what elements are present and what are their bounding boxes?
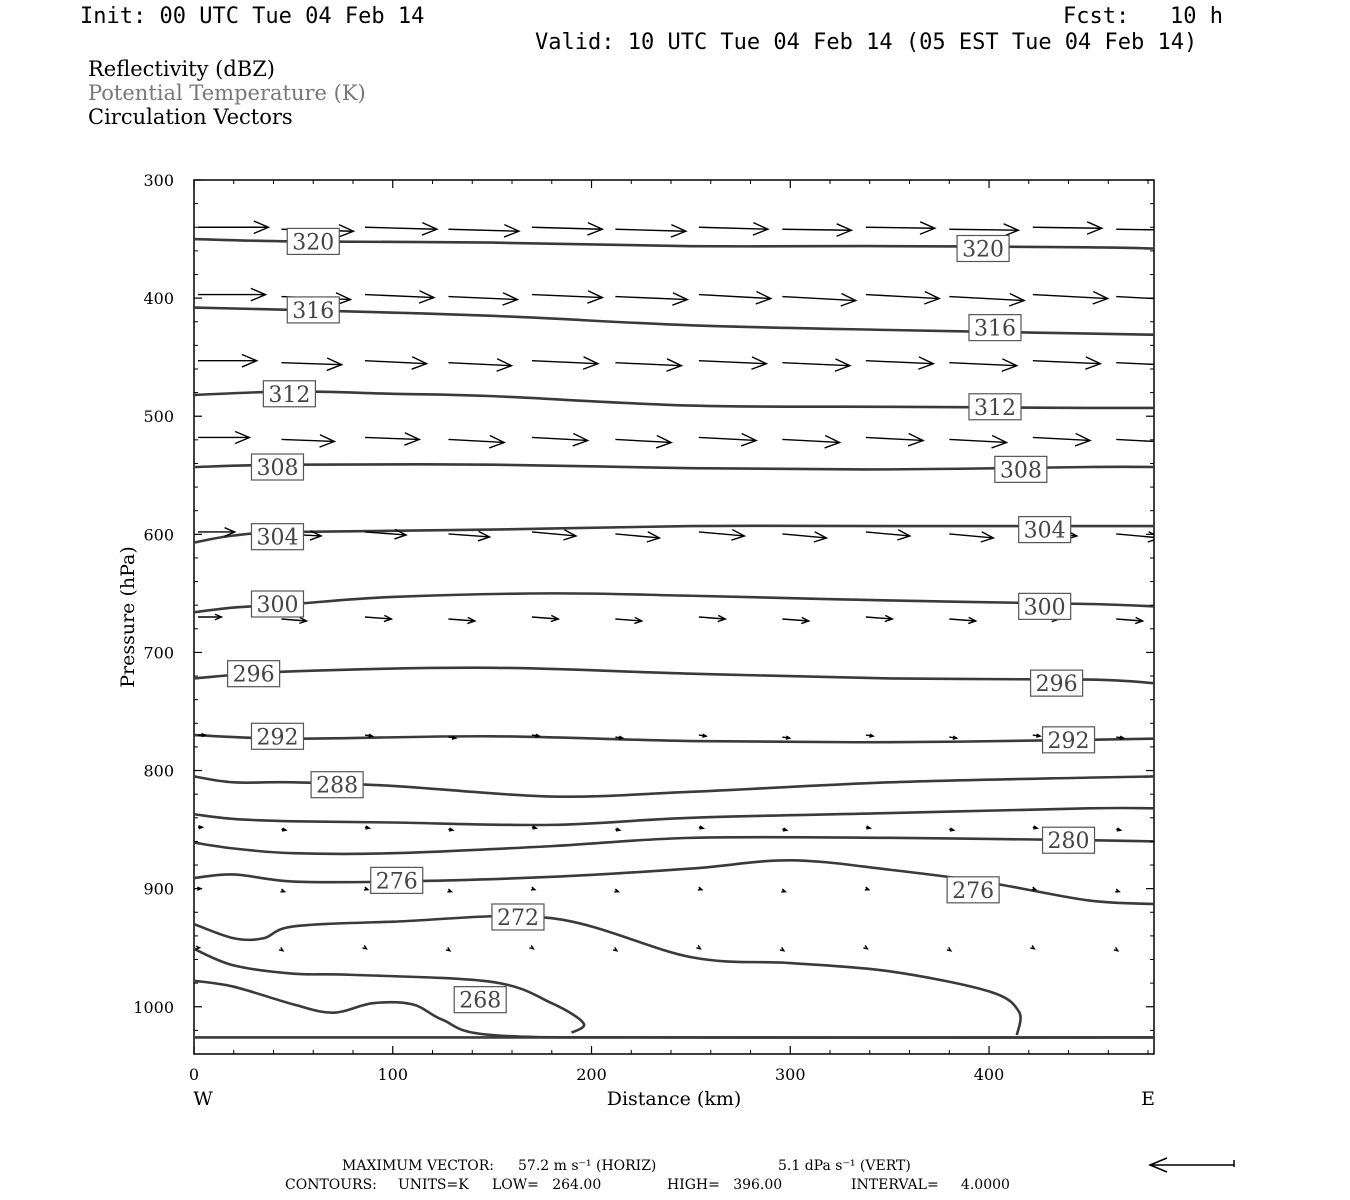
circulation-vector bbox=[699, 615, 725, 621]
circulation-vector bbox=[615, 359, 681, 371]
circulation-vector bbox=[448, 359, 511, 371]
x-tick-label: 0 bbox=[188, 1065, 200, 1084]
circulation-vector bbox=[448, 531, 489, 541]
svg-text:300: 300 bbox=[256, 593, 299, 619]
circulation-vector bbox=[1114, 947, 1118, 950]
circulation-vector bbox=[780, 947, 784, 950]
contour-label-268 bbox=[454, 987, 506, 1014]
isentrope bbox=[194, 981, 1154, 1038]
contour-label-312 bbox=[263, 381, 315, 408]
circulation-vector bbox=[198, 354, 257, 366]
svg-text:320: 320 bbox=[962, 237, 1005, 263]
circulation-vector bbox=[949, 532, 993, 542]
svg-text:268: 268 bbox=[459, 988, 502, 1014]
circulation-vector bbox=[615, 293, 687, 305]
circulation-vector bbox=[198, 431, 249, 443]
svg-text:308: 308 bbox=[256, 456, 299, 482]
forecast-label: Fcst: bbox=[1063, 4, 1130, 29]
contours-low: LOW= 264.00 bbox=[492, 1177, 602, 1193]
west-label: W bbox=[193, 1088, 213, 1110]
svg-text:272: 272 bbox=[496, 905, 539, 931]
circulation-vector bbox=[782, 359, 850, 371]
x-tick-label: 300 bbox=[774, 1065, 806, 1084]
circulation-vector bbox=[532, 530, 576, 540]
circulation-vector bbox=[866, 615, 892, 621]
circulation-vector bbox=[866, 734, 873, 737]
circulation-vector bbox=[448, 617, 474, 623]
circulation-vector bbox=[448, 293, 517, 305]
contour-label-300 bbox=[251, 591, 303, 618]
circulation-vector bbox=[699, 357, 767, 369]
circulation-vector bbox=[782, 736, 789, 739]
max-vector-horiz: 57.2 m s⁻¹ (HORIZ) bbox=[518, 1158, 657, 1174]
contour-label-304 bbox=[1019, 517, 1071, 544]
circulation-vector bbox=[1032, 887, 1036, 890]
circulation-vector bbox=[866, 433, 923, 445]
circulation-vector bbox=[281, 828, 285, 831]
circulation-vector bbox=[365, 826, 369, 829]
circulation-vector bbox=[1116, 828, 1120, 831]
circulation-vector bbox=[947, 947, 951, 950]
circulation-vector bbox=[365, 433, 419, 445]
circulation-vector bbox=[198, 614, 221, 619]
init-time: Init: 00 UTC Tue 04 Feb 14 bbox=[80, 4, 425, 29]
circulation-vector bbox=[866, 826, 870, 829]
circulation-vector bbox=[699, 433, 756, 445]
svg-text:304: 304 bbox=[1023, 518, 1066, 544]
circulation-vector bbox=[615, 225, 685, 237]
contours-label: CONTOURS: bbox=[285, 1177, 377, 1193]
contour-label-300 bbox=[1019, 593, 1071, 620]
svg-text:276: 276 bbox=[375, 869, 418, 895]
circulation-vector bbox=[1115, 889, 1119, 892]
circulation-vector bbox=[448, 225, 518, 237]
circulation-vector bbox=[1033, 357, 1101, 369]
x-tick-label: 100 bbox=[377, 1065, 409, 1084]
isentrope bbox=[194, 808, 1154, 825]
circulation-vector bbox=[782, 617, 808, 623]
isentrope-300 bbox=[194, 593, 1154, 612]
y-tick-label: 500 bbox=[143, 407, 174, 427]
contours-interval: INTERVAL= 4.0000 bbox=[851, 1177, 1010, 1193]
svg-text:320: 320 bbox=[292, 230, 335, 256]
circulation-vector bbox=[782, 435, 839, 447]
contour-label-308 bbox=[251, 454, 303, 481]
circulation-vector bbox=[532, 826, 536, 829]
circulation-vector bbox=[949, 224, 1018, 236]
legend-potential-temperature: Potential Temperature (K) bbox=[88, 81, 366, 105]
circulation-vector bbox=[781, 889, 785, 892]
isentrope-292 bbox=[194, 735, 1154, 742]
contour-label-296 bbox=[1031, 670, 1083, 697]
circulation-vector bbox=[529, 945, 533, 948]
circulation-vector bbox=[532, 433, 588, 445]
max-vector-label: MAXIMUM VECTOR: bbox=[342, 1158, 494, 1174]
circulation-vector bbox=[448, 435, 504, 447]
circulation-vector bbox=[782, 224, 851, 236]
circulation-vector bbox=[279, 947, 283, 950]
legend-circulation-vectors: Circulation Vectors bbox=[88, 105, 293, 129]
svg-text:292: 292 bbox=[256, 725, 299, 751]
contours-high: HIGH= 396.00 bbox=[667, 1177, 783, 1193]
circulation-vector bbox=[866, 530, 910, 540]
y-tick-label: 400 bbox=[143, 289, 174, 309]
svg-text:296: 296 bbox=[232, 662, 275, 688]
circulation-vector bbox=[198, 528, 235, 537]
isentrope-304 bbox=[194, 526, 1154, 543]
circulation-vector bbox=[614, 889, 618, 892]
circulation-vector bbox=[281, 618, 306, 624]
circulation-vector bbox=[1030, 945, 1034, 948]
circulation-vector bbox=[196, 946, 200, 949]
circulation-vector bbox=[532, 615, 558, 621]
contour-label-296 bbox=[228, 661, 280, 688]
circulation-vector bbox=[447, 889, 451, 892]
contours-units: UNITS=K bbox=[398, 1177, 469, 1193]
contour-label-312 bbox=[969, 394, 1021, 421]
circulation-vector bbox=[532, 291, 602, 303]
svg-text:288: 288 bbox=[316, 773, 359, 799]
circulation-vector bbox=[615, 828, 619, 831]
x-tick-label: 400 bbox=[973, 1065, 1005, 1084]
svg-text:300: 300 bbox=[1023, 595, 1066, 621]
circulation-vector bbox=[532, 357, 598, 369]
circulation-vector bbox=[782, 828, 786, 831]
circulation-vector bbox=[363, 945, 367, 948]
contour-label-292 bbox=[251, 723, 303, 750]
circulation-vector bbox=[863, 945, 867, 948]
circulation-vector bbox=[949, 828, 953, 831]
isentrope-276 bbox=[194, 860, 1154, 904]
circulation-vector bbox=[531, 887, 535, 890]
contour-label-316 bbox=[287, 297, 339, 324]
svg-text:316: 316 bbox=[973, 316, 1016, 342]
circulation-vector bbox=[949, 359, 1017, 371]
circulation-vector bbox=[1033, 826, 1037, 829]
circulation-vector bbox=[949, 617, 975, 623]
x-axis-label: Distance (km) bbox=[606, 1088, 742, 1110]
svg-text:308: 308 bbox=[999, 458, 1042, 484]
y-tick-label: 600 bbox=[143, 525, 174, 545]
contour-label-292 bbox=[1043, 727, 1095, 754]
circulation-vector bbox=[281, 435, 334, 447]
circulation-vector bbox=[866, 222, 935, 234]
circulation-vector bbox=[365, 615, 391, 621]
circulation-vector bbox=[615, 617, 641, 623]
svg-text:280: 280 bbox=[1047, 829, 1090, 855]
circulation-vector bbox=[699, 223, 768, 235]
svg-text:316: 316 bbox=[292, 298, 335, 324]
contour-label-320 bbox=[957, 236, 1009, 263]
circulation-vector bbox=[698, 887, 702, 890]
circulation-vector bbox=[1033, 734, 1040, 737]
circulation-vector bbox=[699, 292, 771, 304]
legend-reflectivity: Reflectivity (dBZ) bbox=[88, 57, 276, 81]
svg-text:304: 304 bbox=[256, 525, 299, 551]
contour-label-276 bbox=[947, 877, 999, 904]
circulation-vector bbox=[198, 288, 266, 300]
circulation-vector bbox=[699, 530, 745, 541]
svg-text:276: 276 bbox=[952, 878, 995, 904]
circulation-vector bbox=[448, 828, 452, 831]
circulation-vector bbox=[198, 221, 268, 233]
contour-label-288 bbox=[311, 772, 363, 799]
max-vector-vert: 5.1 dPa s⁻¹ (VERT) bbox=[778, 1158, 911, 1174]
circulation-vector bbox=[615, 435, 671, 447]
y-tick-label: 800 bbox=[143, 761, 174, 781]
circulation-vector bbox=[782, 532, 826, 542]
svg-text:292: 292 bbox=[1047, 728, 1090, 754]
circulation-vector bbox=[365, 357, 427, 369]
circulation-vector bbox=[1116, 224, 1185, 236]
isentrope-296 bbox=[194, 668, 1154, 683]
east-label: E bbox=[1141, 1088, 1155, 1110]
circulation-vector bbox=[1116, 617, 1142, 623]
valid-time: Valid: 10 UTC Tue 04 Feb 14 (05 EST Tue 04 Feb 14) bbox=[535, 30, 1198, 55]
circulation-vector bbox=[615, 532, 659, 542]
circulation-vector bbox=[446, 947, 450, 950]
y-axis-label: Pressure (hPa) bbox=[117, 546, 139, 688]
circulation-vector bbox=[696, 945, 700, 948]
circulation-vector bbox=[949, 435, 1006, 447]
circulation-vector bbox=[198, 826, 202, 829]
circulation-vector bbox=[365, 223, 437, 235]
svg-text:312: 312 bbox=[973, 395, 1016, 421]
circulation-vector bbox=[1033, 292, 1108, 304]
x-tick-label: 200 bbox=[576, 1065, 607, 1084]
circulation-vector bbox=[866, 357, 934, 369]
circulation-vector bbox=[365, 291, 434, 303]
svg-text:296: 296 bbox=[1035, 672, 1078, 698]
circulation-vector bbox=[1033, 222, 1102, 234]
circulation-vector bbox=[532, 223, 602, 235]
circulation-vector bbox=[949, 736, 956, 739]
y-tick-label: 1000 bbox=[133, 997, 174, 1017]
circulation-vector bbox=[782, 294, 855, 306]
isentrope-280 bbox=[194, 837, 1154, 854]
y-tick-label: 900 bbox=[143, 879, 174, 899]
contour-label-280 bbox=[1043, 827, 1095, 854]
circulation-vector bbox=[699, 734, 706, 737]
circulation-vector bbox=[949, 294, 1024, 306]
contour-label-316 bbox=[969, 315, 1021, 342]
y-tick-label: 700 bbox=[143, 643, 174, 663]
contour-label-304 bbox=[251, 524, 303, 551]
svg-text:312: 312 bbox=[268, 382, 311, 408]
circulation-vector bbox=[1116, 435, 1173, 447]
contour-label-320 bbox=[287, 228, 339, 255]
circulation-vector bbox=[613, 947, 617, 950]
circulation-vector bbox=[866, 292, 939, 304]
circulation-vector bbox=[364, 887, 368, 890]
circulation-vector bbox=[865, 887, 869, 890]
forecast-hour: 10 h bbox=[1170, 4, 1223, 29]
circulation-vector bbox=[1033, 433, 1090, 445]
contour-label-308 bbox=[995, 456, 1047, 483]
circulation-vector bbox=[281, 358, 341, 370]
reference-vector-arrow bbox=[1150, 1158, 1234, 1172]
contour-label-276 bbox=[371, 867, 423, 894]
contour-label-272 bbox=[492, 904, 544, 931]
circulation-vector bbox=[699, 826, 703, 829]
circulation-vector bbox=[280, 889, 284, 892]
y-tick-label: 300 bbox=[143, 171, 174, 190]
